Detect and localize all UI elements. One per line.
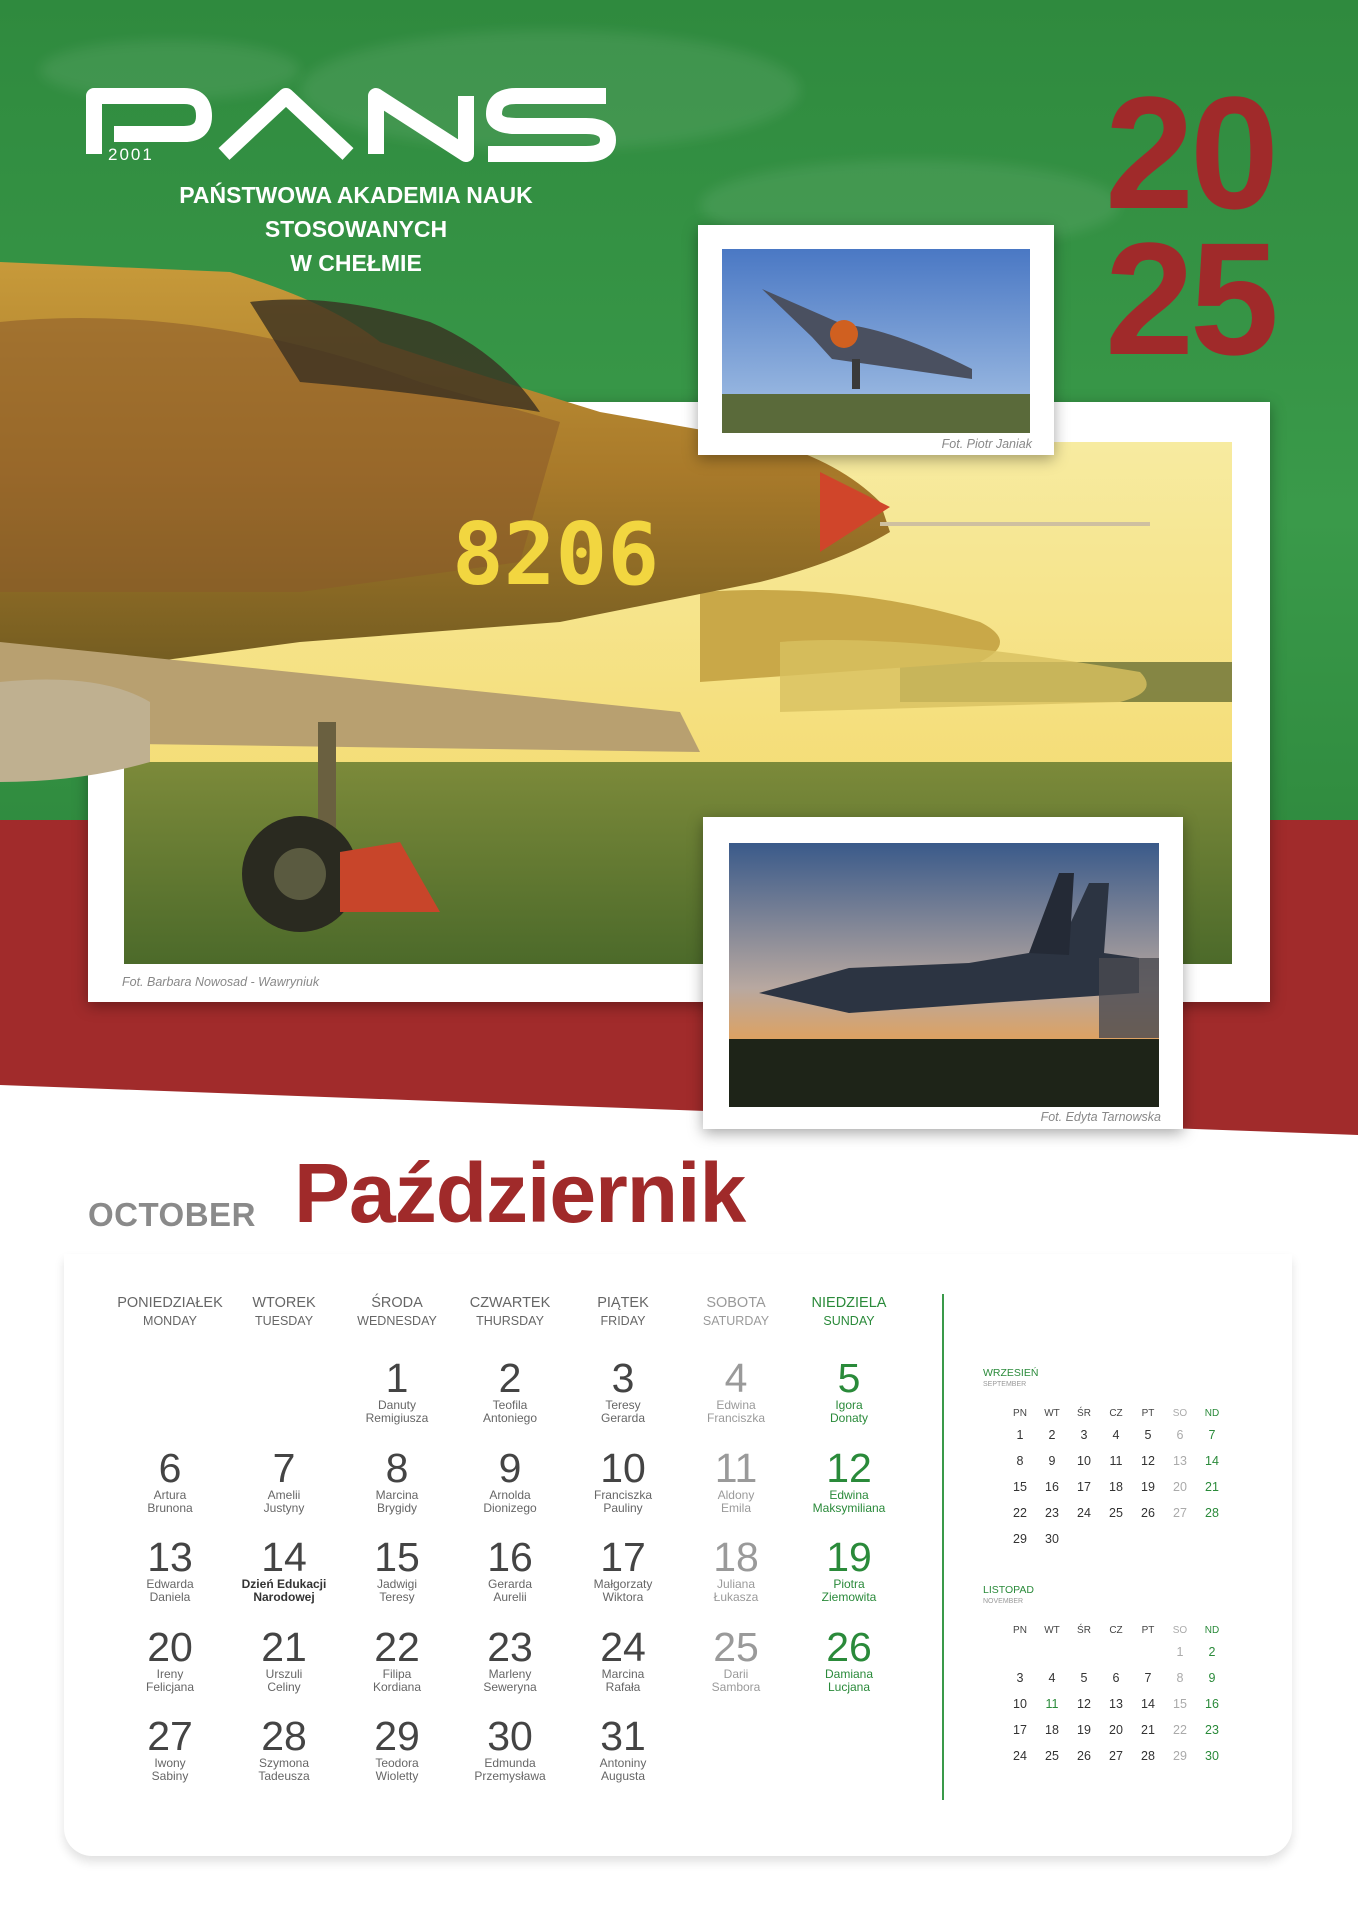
day-number: 13 bbox=[147, 1534, 193, 1580]
month-english: OCTOBER bbox=[88, 1196, 256, 1233]
bottom-photo-frame bbox=[703, 817, 1183, 1129]
day-nameday-line1: Arnolda bbox=[489, 1488, 531, 1502]
day-number: 7 bbox=[272, 1445, 296, 1491]
day-nameday-line2: Łukasza bbox=[713, 1590, 759, 1604]
day-cell bbox=[676, 1357, 796, 1425]
day-nameday-line1: Franciszka bbox=[593, 1488, 652, 1502]
day-nameday-line2: Brunona bbox=[147, 1501, 193, 1515]
mini-weekday-header: PN bbox=[1013, 1625, 1027, 1636]
mini-day: 2 bbox=[1048, 1428, 1056, 1442]
day-nameday-line2: Franciszka bbox=[706, 1411, 765, 1425]
day-nameday-line2: Przemysława bbox=[474, 1769, 546, 1783]
mini-day: 17 bbox=[1077, 1480, 1091, 1494]
mini-weekday-header: PN bbox=[1013, 1408, 1027, 1419]
day-cell bbox=[450, 1357, 570, 1425]
day-cell bbox=[676, 1447, 796, 1515]
day-nameday-line1: Edmunda bbox=[484, 1756, 536, 1770]
weekday-header bbox=[563, 1294, 683, 1330]
day-nameday-line1: Amelii bbox=[267, 1488, 301, 1502]
day-nameday-line1: Dzień Edukacji bbox=[241, 1577, 327, 1591]
mini-calendar-title-en: SEPTEMBER bbox=[983, 1381, 1027, 1388]
day-nameday-line2: Maksymiliana bbox=[812, 1501, 886, 1515]
top-photo-frame bbox=[698, 225, 1054, 455]
mini-day: 3 bbox=[1016, 1671, 1024, 1685]
day-number: 22 bbox=[374, 1624, 420, 1670]
day-nameday-line1: Iwony bbox=[154, 1756, 186, 1770]
mini-day: 9 bbox=[1048, 1454, 1056, 1468]
day-nameday-line2: Wioletty bbox=[375, 1769, 419, 1783]
day-number: 11 bbox=[714, 1445, 758, 1491]
day-nameday-line1: Teofila bbox=[492, 1398, 528, 1412]
day-number: 5 bbox=[837, 1355, 861, 1401]
day-number: 25 bbox=[713, 1624, 759, 1670]
mini-day: 11 bbox=[1109, 1454, 1123, 1468]
day-cell bbox=[676, 1626, 796, 1694]
day-cell bbox=[789, 1447, 909, 1515]
day-nameday-line2: Sambora bbox=[711, 1680, 761, 1694]
mini-day: 26 bbox=[1141, 1506, 1155, 1520]
day-cell bbox=[789, 1357, 909, 1425]
mini-day: 21 bbox=[1141, 1723, 1155, 1737]
weekday-name-pl: SOBOTA bbox=[706, 1295, 766, 1311]
weekday-name-en: MONDAY bbox=[143, 1314, 197, 1328]
mini-weekday-header: ŚR bbox=[1077, 1625, 1091, 1636]
top-jet-photo bbox=[722, 249, 1030, 433]
day-number: 29 bbox=[374, 1713, 420, 1759]
main-photo-credit: Fot. Barbara Nowosad - Wawryniuk bbox=[122, 975, 320, 989]
day-nameday-line1: Piotra bbox=[833, 1577, 865, 1591]
day-cell bbox=[450, 1626, 570, 1694]
day-nameday-line1: Edwina bbox=[829, 1488, 869, 1502]
month-polish: Październik bbox=[294, 1146, 746, 1240]
day-cell bbox=[337, 1357, 457, 1425]
day-number: 17 bbox=[600, 1534, 646, 1580]
day-cell bbox=[110, 1626, 230, 1694]
mini-day: 12 bbox=[1077, 1697, 1091, 1711]
mini-day: 16 bbox=[1205, 1697, 1219, 1711]
day-number: 14 bbox=[261, 1534, 307, 1580]
mini-day: 24 bbox=[1077, 1506, 1091, 1520]
weekday-name-en: SATURDAY bbox=[702, 1314, 770, 1328]
day-nameday-line1: Teresy bbox=[605, 1398, 641, 1412]
weekday-name-en: SUNDAY bbox=[823, 1314, 875, 1328]
day-nameday-line2: Wiktora bbox=[602, 1590, 644, 1604]
day-cell bbox=[337, 1626, 457, 1694]
weekday-header bbox=[450, 1294, 570, 1330]
mini-day: 20 bbox=[1173, 1480, 1187, 1494]
university-name-line1: PAŃSTWOWA AKADEMIA NAUK STOSOWANYCH bbox=[179, 182, 533, 242]
mini-day: 25 bbox=[1109, 1506, 1123, 1520]
day-number: 24 bbox=[600, 1624, 646, 1670]
day-cell bbox=[563, 1626, 683, 1694]
mini-day: 12 bbox=[1141, 1454, 1155, 1468]
day-number: 10 bbox=[600, 1445, 646, 1491]
weekday-name-pl: WTOREK bbox=[252, 1295, 316, 1311]
mini-day: 6 bbox=[1176, 1428, 1184, 1442]
mini-day: 1 bbox=[1176, 1645, 1184, 1659]
day-nameday-line1: Aldony bbox=[717, 1488, 755, 1502]
day-number: 23 bbox=[487, 1624, 533, 1670]
weekday-header bbox=[789, 1294, 909, 1330]
day-number: 31 bbox=[600, 1713, 646, 1759]
weekday-header bbox=[337, 1294, 457, 1330]
day-nameday-line2: Pauliny bbox=[603, 1501, 643, 1515]
day-cell bbox=[224, 1447, 344, 1515]
day-cell bbox=[450, 1447, 570, 1515]
weekday-header bbox=[224, 1294, 344, 1330]
mini-day: 19 bbox=[1077, 1723, 1091, 1737]
mini-day: 10 bbox=[1077, 1454, 1091, 1468]
mini-weekday-header: SO bbox=[1172, 1408, 1188, 1419]
mini-day: 5 bbox=[1144, 1428, 1152, 1442]
day-number: 26 bbox=[826, 1624, 872, 1670]
mini-day: 28 bbox=[1141, 1749, 1155, 1763]
day-nameday-line1: Małgorzaty bbox=[593, 1577, 653, 1591]
day-number: 16 bbox=[487, 1534, 533, 1580]
top-photo-credit: Fot. Piotr Janiak bbox=[941, 437, 1032, 451]
mini-day: 11 bbox=[1045, 1697, 1059, 1711]
day-nameday-line2: Ziemowita bbox=[821, 1590, 877, 1604]
day-nameday-line2: Justyny bbox=[263, 1501, 305, 1515]
day-nameday-line2: Donaty bbox=[829, 1411, 869, 1425]
day-number: 20 bbox=[147, 1624, 193, 1670]
mini-day: 29 bbox=[1013, 1532, 1027, 1546]
university-name-line2: W CHEŁMIE bbox=[290, 250, 422, 276]
logo-year: 2001 bbox=[108, 145, 154, 164]
day-nameday-line1: Igora bbox=[835, 1398, 863, 1412]
weekday-name-pl: NIEDZIELA bbox=[811, 1295, 887, 1311]
day-nameday-line1: Darii bbox=[723, 1667, 749, 1681]
mini-day: 3 bbox=[1080, 1428, 1088, 1442]
day-cell bbox=[563, 1357, 683, 1425]
day-nameday-line1: Szymona bbox=[258, 1756, 310, 1770]
weekday-name-pl: PONIEDZIAŁEK bbox=[117, 1295, 223, 1311]
day-cell bbox=[110, 1447, 230, 1515]
mini-weekday-header: ŚR bbox=[1077, 1408, 1091, 1419]
day-number: 9 bbox=[498, 1445, 522, 1491]
day-cell bbox=[789, 1536, 909, 1604]
day-cell bbox=[450, 1715, 570, 1783]
day-cell bbox=[224, 1715, 344, 1783]
day-cell bbox=[110, 1715, 230, 1783]
weekday-name-en: THURSDAY bbox=[476, 1314, 544, 1328]
mini-weekday-header: ND bbox=[1204, 1625, 1220, 1636]
mini-day: 23 bbox=[1205, 1723, 1219, 1737]
bottom-jet-photo bbox=[729, 843, 1159, 1107]
mini-day: 23 bbox=[1045, 1506, 1059, 1520]
mini-calendar-title-en: NOVEMBER bbox=[983, 1598, 1024, 1605]
day-number: 18 bbox=[713, 1534, 759, 1580]
mini-calendar-title-pl: WRZESIEŃ bbox=[983, 1367, 1039, 1379]
weekday-name-pl: ŚRODA bbox=[371, 1295, 423, 1311]
day-nameday-line1: Juliana bbox=[716, 1577, 756, 1591]
day-nameday-line2: Narodowej bbox=[253, 1590, 315, 1604]
day-nameday-line2: Augusta bbox=[600, 1769, 646, 1783]
day-number: 27 bbox=[147, 1713, 193, 1759]
mini-day: 27 bbox=[1109, 1749, 1123, 1763]
mini-day: 8 bbox=[1176, 1671, 1184, 1685]
day-number: 6 bbox=[158, 1445, 182, 1491]
weekday-name-en: FRIDAY bbox=[600, 1314, 646, 1328]
day-nameday-line2: Emila bbox=[720, 1501, 751, 1515]
day-nameday-line2: Brygidy bbox=[376, 1501, 417, 1515]
mini-day: 14 bbox=[1141, 1697, 1155, 1711]
mini-day: 16 bbox=[1045, 1480, 1059, 1494]
mini-day: 18 bbox=[1045, 1723, 1059, 1737]
mini-calendar-title-pl: LISTOPAD bbox=[983, 1584, 1034, 1596]
mini-day: 13 bbox=[1109, 1697, 1123, 1711]
weekday-name-pl: CZWARTEK bbox=[469, 1295, 551, 1311]
day-nameday-line2: Rafała bbox=[605, 1680, 641, 1694]
mini-weekday-header: SO bbox=[1172, 1625, 1188, 1636]
day-number: 8 bbox=[385, 1445, 409, 1491]
day-nameday-line2: Aurelii bbox=[493, 1590, 527, 1604]
year-line2: 25 bbox=[1105, 209, 1275, 388]
day-number: 19 bbox=[826, 1534, 872, 1580]
mini-day: 27 bbox=[1173, 1506, 1187, 1520]
mini-weekday-header: PT bbox=[1141, 1625, 1155, 1636]
mini-weekday-header: ND bbox=[1204, 1408, 1220, 1419]
day-cell bbox=[110, 1536, 230, 1604]
day-number: 3 bbox=[611, 1355, 635, 1401]
mini-day: 15 bbox=[1013, 1480, 1027, 1494]
calendar-divider bbox=[942, 1294, 944, 1800]
mini-day: 7 bbox=[1208, 1428, 1216, 1442]
mini-day: 6 bbox=[1112, 1671, 1120, 1685]
mini-day: 8 bbox=[1016, 1454, 1024, 1468]
day-nameday-line1: Damiana bbox=[824, 1667, 874, 1681]
day-cell bbox=[224, 1626, 344, 1694]
day-number: 12 bbox=[826, 1445, 872, 1491]
day-number: 28 bbox=[261, 1713, 307, 1759]
mini-weekday-header: WT bbox=[1044, 1625, 1060, 1636]
mini-day: 2 bbox=[1208, 1645, 1216, 1659]
day-number: 2 bbox=[498, 1355, 522, 1401]
day-nameday-line1: Marleny bbox=[488, 1667, 532, 1681]
pans-logo bbox=[86, 82, 626, 162]
mini-day: 14 bbox=[1205, 1454, 1219, 1468]
mini-day: 30 bbox=[1205, 1749, 1219, 1763]
mini-day: 18 bbox=[1109, 1480, 1123, 1494]
day-nameday-line1: Ireny bbox=[156, 1667, 184, 1681]
day-nameday-line1: Antoniny bbox=[599, 1756, 647, 1770]
day-nameday-line2: Remigiusza bbox=[365, 1411, 429, 1425]
mini-calendar-title bbox=[983, 1585, 1034, 1607]
day-nameday-line1: Teodora bbox=[375, 1756, 419, 1770]
day-cell bbox=[224, 1536, 344, 1604]
mini-day: 29 bbox=[1173, 1749, 1187, 1763]
weekday-header bbox=[110, 1294, 230, 1330]
day-nameday-line1: Marcina bbox=[375, 1488, 419, 1502]
day-nameday-line1: Edwarda bbox=[146, 1577, 194, 1591]
day-nameday-line2: Lucjana bbox=[827, 1680, 871, 1694]
day-nameday-line2: Dionizego bbox=[483, 1501, 537, 1515]
mini-day: 19 bbox=[1141, 1480, 1155, 1494]
day-nameday-line1: Urszuli bbox=[265, 1667, 303, 1681]
mini-weekday-header: CZ bbox=[1109, 1625, 1123, 1636]
mini-calendar-title bbox=[983, 1368, 1038, 1390]
day-nameday-line1: Edwina bbox=[716, 1398, 756, 1412]
mini-day: 22 bbox=[1173, 1723, 1187, 1737]
mini-weekday-header: WT bbox=[1044, 1408, 1060, 1419]
mini-day: 26 bbox=[1077, 1749, 1091, 1763]
weekday-header bbox=[676, 1294, 796, 1330]
mini-day: 21 bbox=[1205, 1480, 1219, 1494]
day-cell bbox=[337, 1536, 457, 1604]
day-number: 15 bbox=[374, 1534, 420, 1580]
day-nameday-line2: Gerarda bbox=[600, 1411, 646, 1425]
day-number: 1 bbox=[385, 1355, 409, 1401]
day-cell bbox=[563, 1536, 683, 1604]
mini-day: 22 bbox=[1013, 1506, 1027, 1520]
mini-day: 4 bbox=[1048, 1671, 1056, 1685]
mini-day: 1 bbox=[1016, 1428, 1024, 1442]
mini-day: 25 bbox=[1045, 1749, 1059, 1763]
tail-number: 8206 bbox=[452, 505, 660, 605]
bottom-photo-credit: Fot. Edyta Tarnowska bbox=[1040, 1110, 1161, 1124]
day-cell bbox=[563, 1715, 683, 1783]
day-number: 30 bbox=[487, 1713, 533, 1759]
day-nameday-line2: Teresy bbox=[379, 1590, 415, 1604]
day-cell bbox=[337, 1447, 457, 1515]
mini-weekday-header: CZ bbox=[1109, 1408, 1123, 1419]
day-nameday-line2: Daniela bbox=[149, 1590, 191, 1604]
day-nameday-line1: Gerarda bbox=[487, 1577, 533, 1591]
day-cell bbox=[676, 1536, 796, 1604]
mini-day: 17 bbox=[1013, 1723, 1027, 1737]
day-nameday-line1: Danuty bbox=[377, 1398, 417, 1412]
day-cell bbox=[450, 1536, 570, 1604]
day-nameday-line2: Sabiny bbox=[151, 1769, 189, 1783]
mini-day: 4 bbox=[1112, 1428, 1120, 1442]
day-nameday-line1: Marcina bbox=[601, 1667, 645, 1681]
day-cell bbox=[789, 1626, 909, 1694]
day-nameday-line1: Jadwigi bbox=[376, 1577, 418, 1591]
day-nameday-line2: Celiny bbox=[267, 1680, 301, 1694]
mini-day: 10 bbox=[1013, 1697, 1027, 1711]
day-nameday-line2: Kordiana bbox=[372, 1680, 422, 1694]
day-nameday-line2: Antoniego bbox=[482, 1411, 538, 1425]
day-nameday-line2: Seweryna bbox=[483, 1680, 537, 1694]
day-nameday-line1: Filipa bbox=[382, 1667, 412, 1681]
mini-day: 5 bbox=[1080, 1671, 1088, 1685]
day-number: 4 bbox=[724, 1355, 748, 1401]
mini-day: 15 bbox=[1173, 1697, 1187, 1711]
mini-day: 20 bbox=[1109, 1723, 1123, 1737]
day-nameday-line2: Felicjana bbox=[145, 1680, 195, 1694]
mini-day: 7 bbox=[1144, 1671, 1152, 1685]
mini-weekday-header: PT bbox=[1141, 1408, 1155, 1419]
day-number: 21 bbox=[261, 1624, 307, 1670]
weekday-name-en: TUESDAY bbox=[254, 1314, 314, 1328]
mini-day: 28 bbox=[1205, 1506, 1219, 1520]
day-nameday-line2: Tadeusza bbox=[258, 1769, 310, 1783]
year-line1: 20 bbox=[1105, 63, 1275, 242]
mini-day: 30 bbox=[1045, 1532, 1059, 1546]
day-nameday-line1: Artura bbox=[153, 1488, 187, 1502]
weekday-name-en: WEDNESDAY bbox=[357, 1314, 437, 1328]
day-cell bbox=[337, 1715, 457, 1783]
day-cell bbox=[563, 1447, 683, 1515]
mini-day: 9 bbox=[1208, 1671, 1216, 1685]
weekday-name-pl: PIĄTEK bbox=[597, 1295, 649, 1311]
mini-day: 24 bbox=[1013, 1749, 1027, 1763]
mini-day: 13 bbox=[1173, 1454, 1187, 1468]
